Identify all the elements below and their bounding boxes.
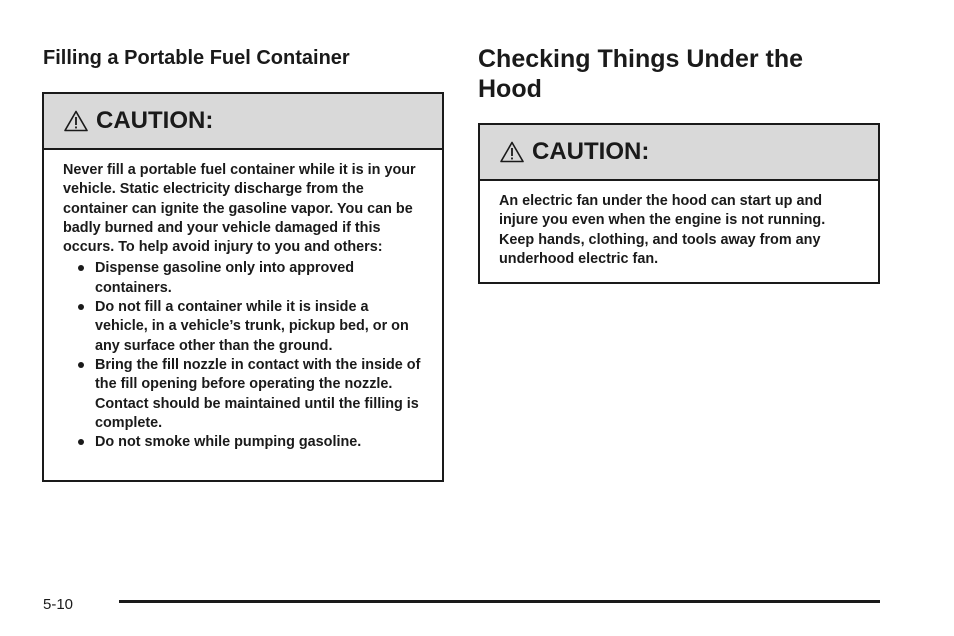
footer-rule	[119, 600, 880, 603]
page-number: 5-10	[43, 596, 74, 613]
caution-header	[480, 125, 878, 181]
bullet-item: Do not fill a container while it is inside a vehicle, in a vehicle’s trunk, pickup bed, or on any surface other than the ground.	[63, 298, 424, 356]
caution-bullet-list	[63, 259, 424, 452]
caution-box-under-hood	[478, 123, 880, 284]
caution-body	[44, 150, 442, 452]
caution-title: CAUTION:	[96, 107, 214, 134]
caution-header	[44, 94, 442, 150]
caution-body	[480, 181, 878, 269]
bullet-item: Dispense gasoline only into approved containers.	[63, 259, 424, 298]
caution-intro-text: Never fill a portable fuel container while it is in your vehicle. Static electricity discharge from the container can ignite the gasoline vapor. You can be badly burned and your vehicle damaged if this occurs. To help avoid injury to you and others:	[63, 162, 416, 256]
caution-text: An electric fan under the hood can start up and injure you even when the engine is not running. Keep hands, clothing, and tools away from any underhood electric fan.	[499, 193, 826, 267]
bullet-item: Do not smoke while pumping gasoline.	[63, 433, 424, 452]
section-heading-under-hood: Checking Things Under the Hood	[478, 45, 804, 103]
caution-title: CAUTION:	[532, 138, 650, 165]
caution-box-fuel-container	[42, 92, 444, 482]
section-heading-fuel-container: Filling a Portable Fuel Container	[43, 47, 350, 69]
bullet-item: Bring the fill nozzle in contact with the inside of the fill opening before operating the nozzle. Contact should be maintained until the filling is complete.	[63, 356, 424, 433]
warning-triangle-icon	[64, 110, 88, 132]
warning-triangle-icon	[500, 141, 524, 163]
